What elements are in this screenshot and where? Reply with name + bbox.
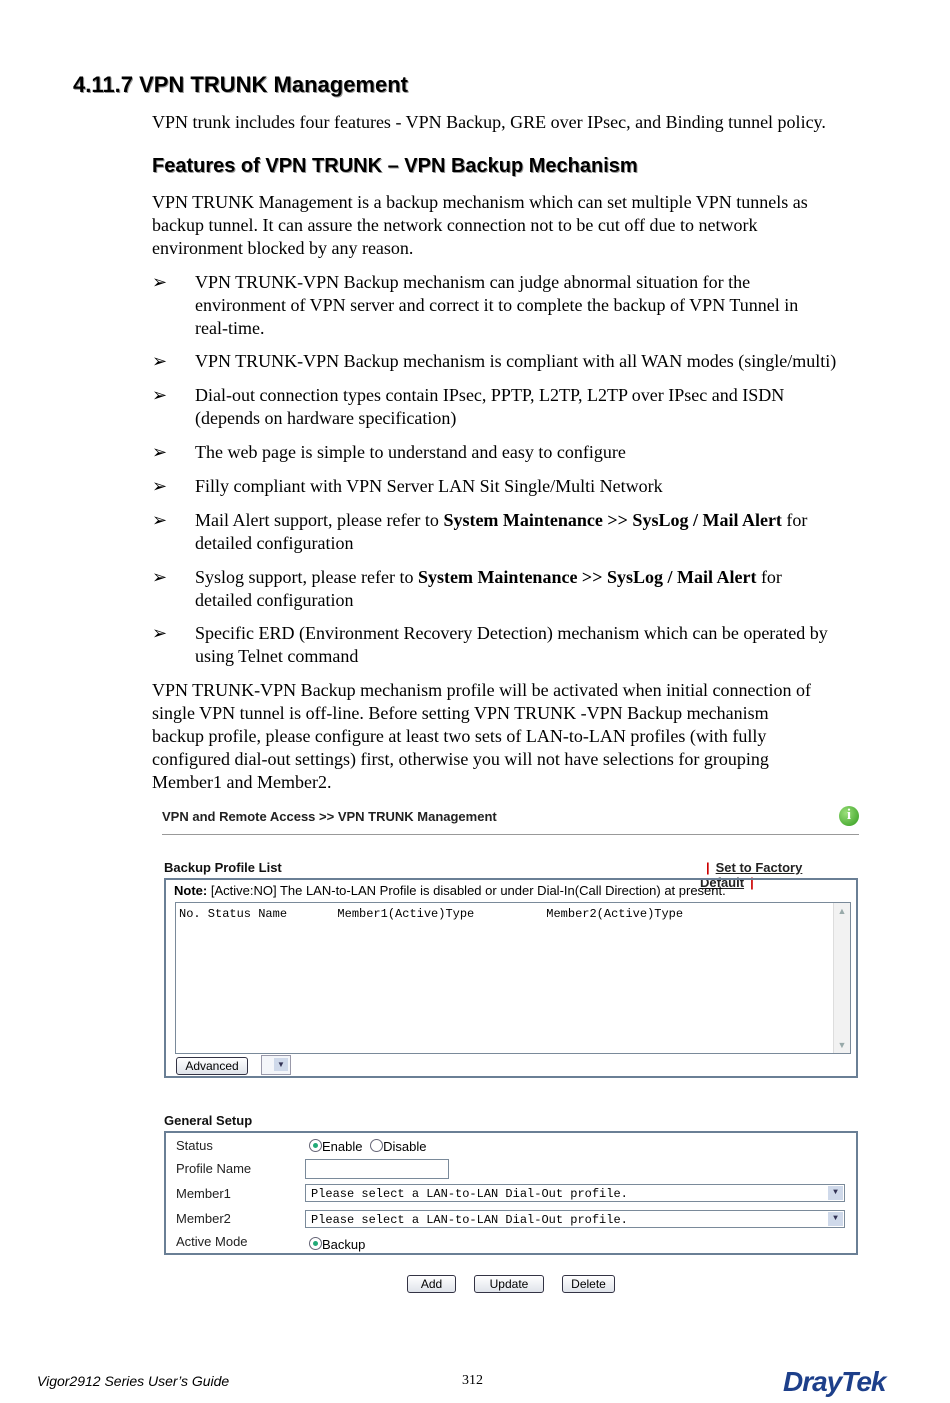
intro-text: VPN trunk includes four features - VPN Backup, GRE over IPsec, and Binding tunnel policy.: [152, 112, 826, 132]
profile-name-label: Profile Name: [176, 1161, 252, 1176]
disable-radio[interactable]: [370, 1139, 383, 1152]
bullet-line: VPN TRUNK-VPN Backup mechanism can judge abnormal situation for the: [195, 272, 751, 292]
chevron-down-icon: ▼: [828, 1212, 843, 1226]
bullet-line: environment of VPN server and correct it to complete the backup of VPN Tunnel in: [195, 295, 799, 315]
advanced-button[interactable]: Advanced: [176, 1057, 248, 1075]
vpn-trunk-screenshot: [160, 800, 865, 1300]
bullet-text: for: [781, 510, 808, 530]
paragraph-line: single VPN tunnel is off-line. Before setting VPN TRUNK -VPN Backup mechanism: [152, 703, 769, 723]
menu-path: System Maintenance >> SysLog / Mail Alert: [443, 510, 782, 530]
chevron-down-icon: ▼: [274, 1058, 288, 1071]
separator: |: [750, 875, 754, 890]
member1-label: Member1: [176, 1186, 231, 1201]
member1-value: Please select a LAN-to-LAN Dial-Out profile.: [311, 1187, 628, 1201]
bullet-line: detailed configuration: [195, 590, 354, 610]
note-text: [174, 883, 726, 898]
paragraph-1: [152, 191, 808, 260]
active-mode-label: Active Mode: [176, 1234, 248, 1249]
listbox-scrollbar[interactable]: [833, 903, 850, 1053]
arrow-bullet-icon: ➢: [152, 385, 168, 405]
bullet-line: [195, 566, 915, 589]
bullet-line: Specific ERD (Environment Recovery Detection) mechanism which can be operated by: [195, 623, 828, 643]
bullet-text: Mail Alert support, please refer to: [195, 510, 444, 530]
divider: [162, 834, 859, 835]
bullet-line: Dial-out connection types contain IPsec, PPTP, L2TP, L2TP over IPsec and ISDN: [195, 385, 785, 405]
chevron-down-icon: ▼: [828, 1186, 843, 1200]
arrow-bullet-icon: ➢: [152, 351, 168, 371]
paragraph-2: [152, 679, 811, 794]
member1-select[interactable]: [305, 1184, 845, 1202]
bullet-text: Syslog support, please refer to: [195, 567, 418, 587]
add-button[interactable]: Add: [407, 1275, 456, 1293]
info-icon[interactable]: [839, 806, 859, 826]
bullet-line: The web page is simple to understand and easy to configure: [195, 442, 626, 462]
set-to-factory-default-link[interactable]: Set to Factory Default: [700, 860, 803, 890]
backup-label: Backup: [322, 1237, 366, 1252]
bullet-text: for: [756, 567, 782, 587]
advanced-dropdown[interactable]: [261, 1055, 291, 1075]
disable-label: Disable: [383, 1139, 427, 1154]
footer-guide-title: Vigor2912 Series User’s Guide: [37, 1373, 230, 1389]
note-body: [Active:NO] The LAN-to-LAN Profile is disabled or under Dial-In(Call Direction) at present.: [207, 883, 726, 898]
scroll-down-icon[interactable]: ▼: [837, 1040, 847, 1050]
paragraph-line: Member1 and Member2.: [152, 772, 332, 792]
member2-value: Please select a LAN-to-LAN Dial-Out profile.: [311, 1213, 628, 1227]
delete-button[interactable]: Delete: [562, 1275, 615, 1293]
draytek-logo: DrayTek: [783, 1366, 886, 1397]
arrow-bullet-icon: ➢: [152, 623, 168, 643]
scroll-up-icon[interactable]: ▲: [837, 906, 847, 916]
paragraph-line: configured dial-out settings) first, otherwise you will not have selections for grouping: [152, 749, 769, 769]
profile-name-input[interactable]: [305, 1159, 449, 1179]
note-label: Note:: [174, 883, 208, 898]
bullet-line: Filly compliant with VPN Server LAN Sit Single/Multi Network: [195, 476, 663, 496]
paragraph-line: backup tunnel. It can assure the network connection not to be cut off due to network: [152, 215, 758, 235]
status-label: Status: [176, 1138, 213, 1153]
page-number: 312: [462, 1373, 483, 1388]
profile-listbox[interactable]: [175, 902, 851, 1054]
menu-path: System Maintenance >> SysLog / Mail Alert: [417, 567, 757, 587]
general-setup-title: General Setup: [164, 1113, 253, 1128]
separator: |: [706, 860, 710, 875]
breadcrumb: VPN and Remote Access >> VPN TRUNK Management: [162, 809, 497, 824]
backup-profile-list-title: Backup Profile List: [164, 860, 282, 875]
arrow-bullet-icon: ➢: [152, 476, 168, 496]
arrow-bullet-icon: ➢: [152, 442, 168, 462]
paragraph-line: VPN TRUNK-VPN Backup mechanism profile will be activated when initial connection of: [152, 680, 812, 700]
enable-label: Enable: [322, 1139, 363, 1154]
paragraph-line: backup profile, please configure at least two sets of LAN-to-LAN profiles (with fully: [152, 726, 767, 746]
bullet-line: [195, 509, 915, 532]
bullet-line: VPN TRUNK-VPN Backup mechanism is compliant with all WAN modes (single/multi): [195, 351, 837, 371]
member2-label: Member2: [176, 1211, 231, 1226]
bullet-line: using Telnet command: [195, 646, 359, 666]
arrow-bullet-icon: ➢: [152, 272, 168, 292]
enable-radio[interactable]: [309, 1139, 322, 1152]
member2-select[interactable]: [305, 1210, 845, 1228]
paragraph-line: VPN TRUNK Management is a backup mechanism which can set multiple VPN tunnels as: [152, 192, 808, 212]
paragraph-line: environment blocked by any reason.: [152, 238, 414, 258]
list-header: No. Status Name Member1(Active)Type Member2(Active)Type: [179, 907, 684, 921]
arrow-bullet-icon: ➢: [152, 567, 168, 587]
subsection-heading: Features of VPN TRUNK – VPN Backup Mechanism: [152, 155, 638, 177]
bullet-line: real-time.: [195, 318, 265, 338]
section-heading: 4.11.7 VPN TRUNK Management: [73, 72, 408, 97]
status-radio-group: [309, 1139, 426, 1154]
backup-profile-list-box: [164, 878, 858, 1078]
bullet-line: detailed configuration: [195, 533, 354, 553]
backup-radio[interactable]: [309, 1237, 322, 1250]
general-setup-box: [164, 1131, 858, 1255]
bullet-line: (depends on hardware specification): [195, 408, 457, 428]
arrow-bullet-icon: ➢: [152, 510, 168, 530]
update-button[interactable]: Update: [474, 1275, 544, 1293]
active-mode-radio-group: [309, 1237, 365, 1252]
